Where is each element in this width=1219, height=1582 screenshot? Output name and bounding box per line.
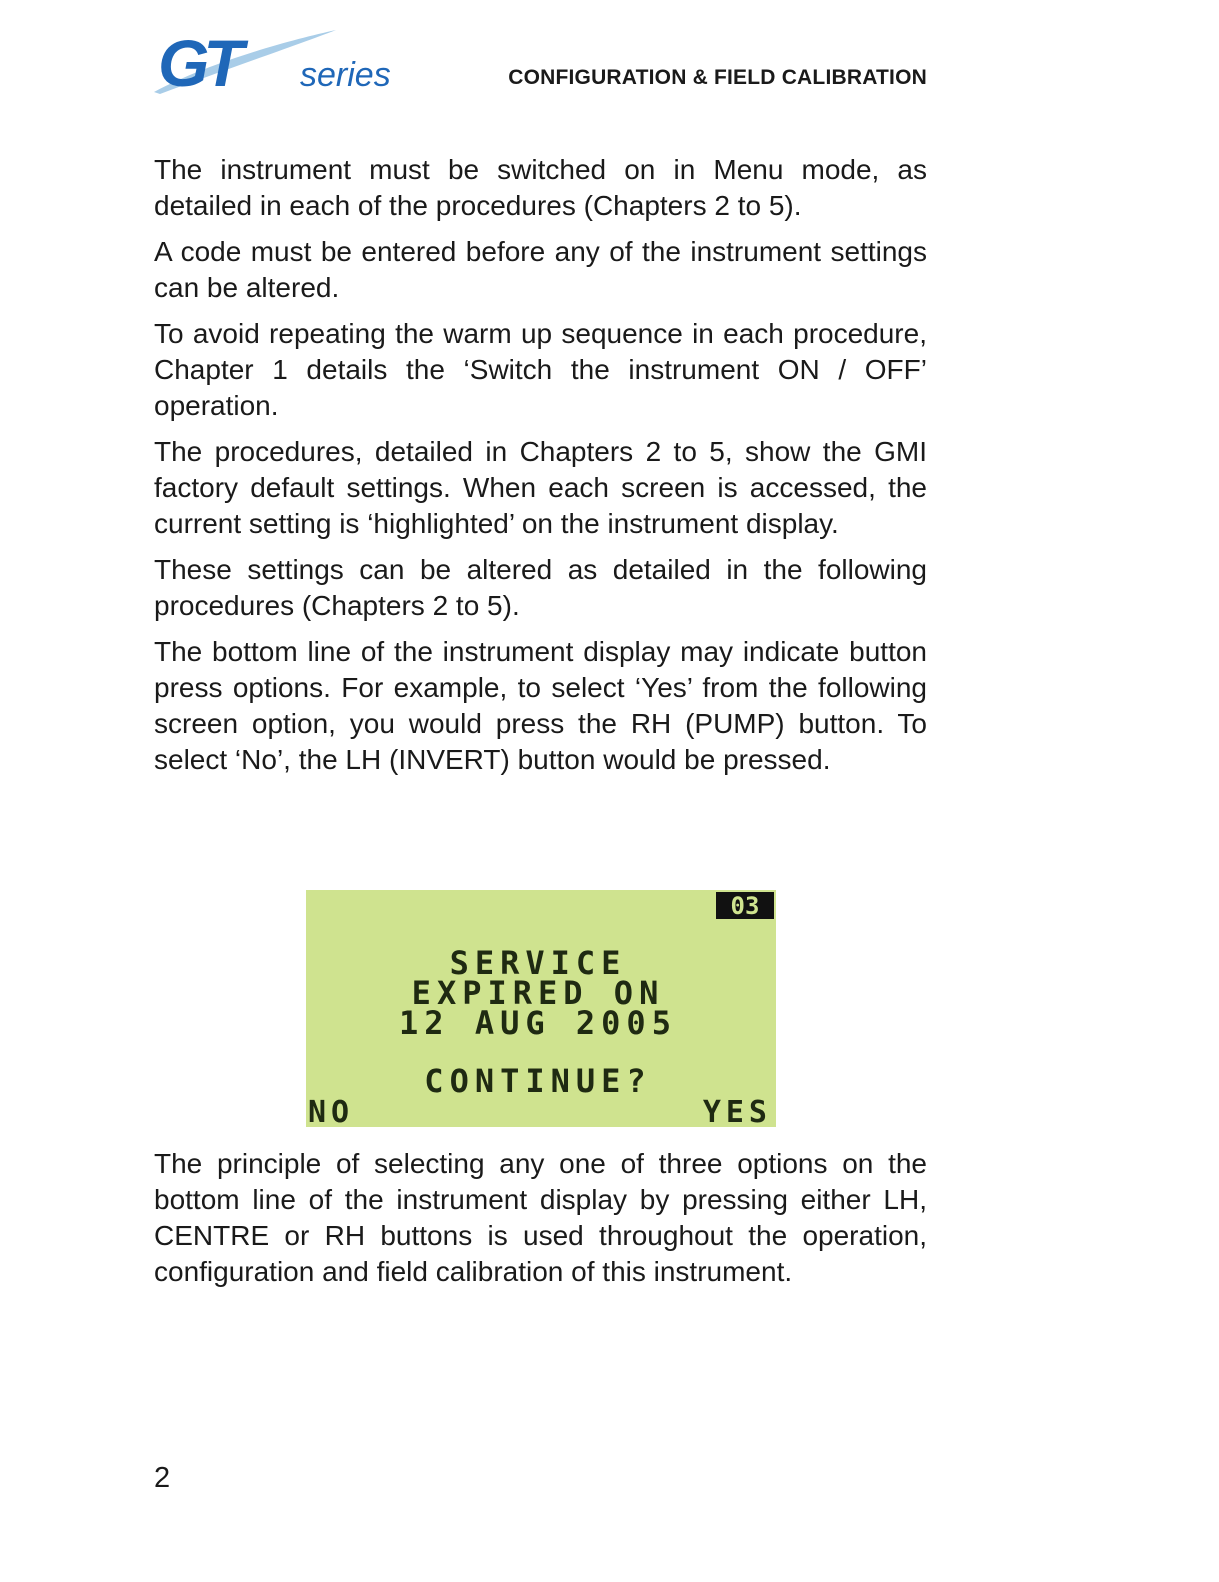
body-text bbox=[154, 152, 927, 788]
lcd-option-yes: YES bbox=[702, 1095, 772, 1127]
lcd-screen bbox=[306, 890, 776, 1127]
lcd-prompt: CONTINUE? bbox=[424, 1062, 652, 1100]
header-title: CONFIGURATION & FIELD CALIBRATION bbox=[508, 66, 927, 89]
paragraph-warm-up: To avoid repeating the warm up sequence in each procedure, Chapter 1 details the ‘Switch the instrument ON / OFF’ operation. bbox=[154, 318, 927, 421]
paragraph-settings: These settings can be altered as detailed in the following procedures (Chapters 2 to 5). bbox=[154, 554, 927, 621]
paragraph-three-options: The principle of selecting any one of three options on the bottom line of the instrument display by pressing either LH, CENTRE or RH buttons is used throughout the operation, configuration and field calibration of this instrument. bbox=[154, 1148, 927, 1287]
paragraph-bottom-line: The bottom line of the instrument display may indicate button press options. For example, to select ‘Yes’ from the following screen option, you would press the RH (PUMP) button. To select ‘No’, the LH (INVERT) button would be pressed. bbox=[154, 636, 927, 775]
paragraph-menu-mode: The instrument must be switched on in Menu mode, as detailed in each of the procedures (Chapters 2 to 5). bbox=[154, 154, 927, 221]
lcd-line-expired: EXPIRED ON bbox=[411, 974, 665, 1012]
paragraph-defaults: The procedures, detailed in Chapters 2 to 5, show the GMI factory default settings. When each screen is accessed, the current setting is ‘highlighted’ on the instrument display. bbox=[154, 436, 927, 539]
lcd-line-date: 12 AUG 2005 bbox=[399, 1004, 677, 1042]
lcd-option-no: NO bbox=[308, 1095, 355, 1127]
lcd-badge: 03 bbox=[730, 892, 760, 920]
logo-word: series bbox=[300, 56, 391, 94]
paragraph-code: A code must be entered before any of the instrument settings can be altered. bbox=[154, 236, 927, 303]
lcd-line-service: SERVICE bbox=[449, 944, 627, 982]
gt-series-logo bbox=[150, 22, 410, 102]
lcd-display bbox=[306, 890, 776, 1127]
logo-graphic bbox=[150, 22, 410, 102]
page-number: 2 bbox=[154, 1462, 171, 1494]
logo-mark: GT bbox=[158, 26, 238, 100]
